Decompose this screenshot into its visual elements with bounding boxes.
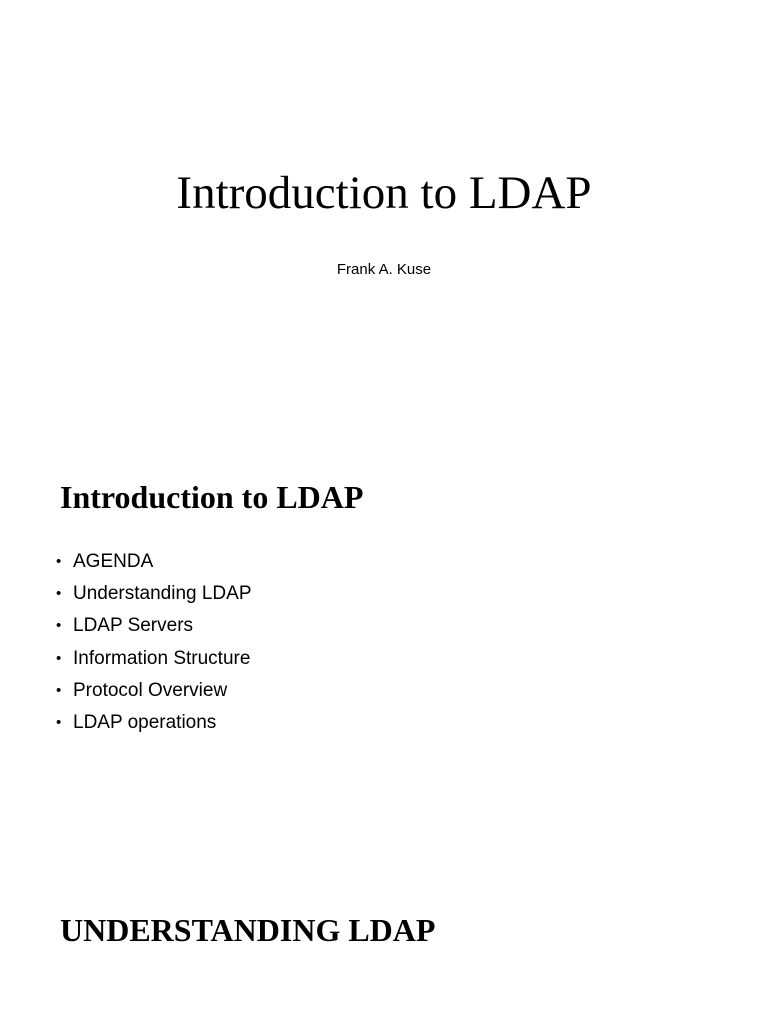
list-item <box>56 677 252 709</box>
list-item <box>56 645 252 677</box>
list-item-label: Protocol Overview <box>73 679 228 701</box>
bullet-icon: • <box>56 649 62 667</box>
list-item <box>56 612 252 644</box>
bullet-icon: • <box>56 617 62 635</box>
bullet-icon: • <box>56 585 62 603</box>
list-item <box>56 709 252 741</box>
author-name: Frank A. Kuse <box>336 261 432 278</box>
bullet-icon: • <box>56 681 62 699</box>
list-item <box>56 580 252 612</box>
list-item-label: AGENDA <box>73 551 154 572</box>
agenda-slide-heading: Introduction to LDAP <box>60 479 364 515</box>
list-item <box>56 548 252 580</box>
bullet-icon: • <box>56 713 62 731</box>
list-item-label: LDAP Servers <box>73 615 194 637</box>
list-item-label: Understanding LDAP <box>73 583 252 605</box>
list-item-label: LDAP operations <box>73 711 217 733</box>
bullet-icon: • <box>56 553 62 570</box>
title-slide-heading: Introduction to LDAP <box>176 167 592 219</box>
understanding-slide-heading: UNDERSTANDING LDAP <box>60 912 436 948</box>
agenda-bullet-list <box>56 548 252 741</box>
list-item-label: Information Structure <box>73 647 251 669</box>
